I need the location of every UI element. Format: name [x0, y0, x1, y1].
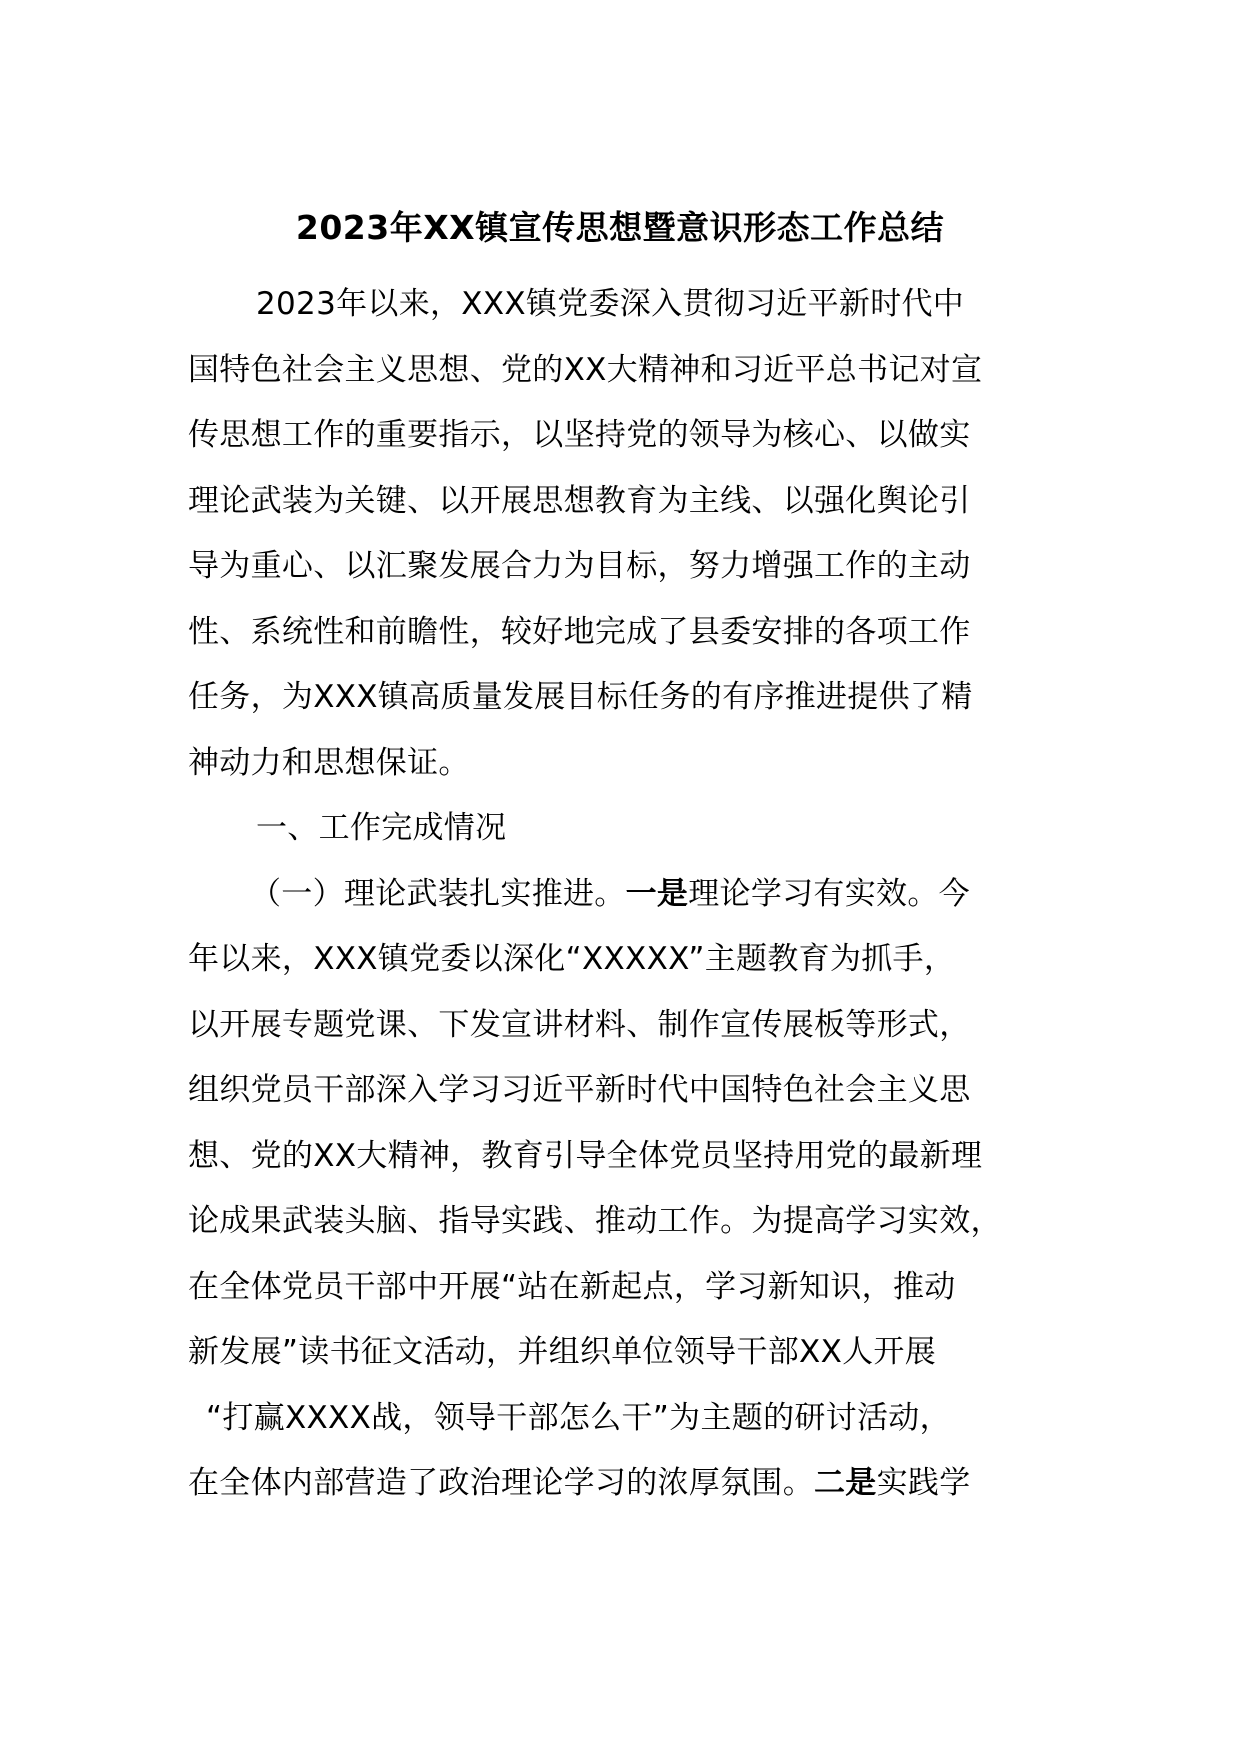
paragraph-line: 神动力和思想保证。 [188, 744, 470, 781]
paragraph-line: 以开展专题党课、下发宣讲材料、制作宣传展板等形式， [188, 1006, 971, 1043]
document-title: 2023年XX镇宣传思想暨意识形态工作总结 [295, 208, 945, 247]
subsection-line [188, 862, 1068, 928]
subsection-heading: （一）理论武装扎实推进。 [250, 875, 626, 912]
paragraph-line [188, 1451, 1068, 1517]
paragraph-text: 在全体内部营造了政治理论学习的浓厚氛围。 [188, 1465, 814, 1501]
emphasis-marker: 一是 [625, 875, 689, 912]
paragraph-line: 导为重心、以汇聚发展合力为目标，努力增强工作的主动 [188, 548, 971, 584]
paragraph-line: 想、党的XX大精神，教育引导全体党员坚持用党的最新理 [188, 1137, 983, 1174]
section-heading: 一、工作完成情况 [256, 810, 507, 846]
paragraph-line: 2023年以来，XXX镇党委深入贯彻习近平新时代中 [256, 286, 965, 322]
paragraph-line: 新发展”读书征文活动，并组织单位领导干部XX人开展 [188, 1334, 937, 1370]
paragraph-line: 组织党员干部深入学习习近平新时代中国特色社会主义思 [188, 1072, 971, 1108]
paragraph-line: 论成果武装头脑、指导实践、推动工作。为提高学习实效， [188, 1203, 1002, 1239]
emphasis-marker: 二是 [814, 1465, 877, 1501]
paragraph-line: 性、系统性和前瞻性，较好地完成了县委安排的各项工作 [188, 613, 971, 650]
paragraph-line: 年以来，XXX镇党委以深化“XXXXX”主题教育为抓手， [188, 941, 956, 977]
paragraph-line: 国特色社会主义思想、党的XX大精神和习近平总书记对宣 [188, 351, 983, 388]
paragraph-text: 实践学 [876, 1465, 971, 1501]
paragraph-line: 理论武装为关键、以开展思想教育为主线、以强化舆论引 [188, 482, 971, 519]
document-body [188, 272, 1068, 1517]
paragraph-line: 任务，为XXX镇高质量发展目标任务的有序推进提供了精 [188, 679, 973, 715]
paragraph-line: 在全体党员干部中开展“站在新起点，学习新知识，推动 [188, 1268, 956, 1305]
paragraph-line: 传思想工作的重要指示，以坚持党的领导为核心、以做实 [188, 417, 971, 453]
subsection-text: 理论学习有实效。今 [688, 875, 970, 912]
paragraph-line: “打赢XXXX战，领导干部怎么干”为主题的研讨活动， [206, 1399, 951, 1436]
